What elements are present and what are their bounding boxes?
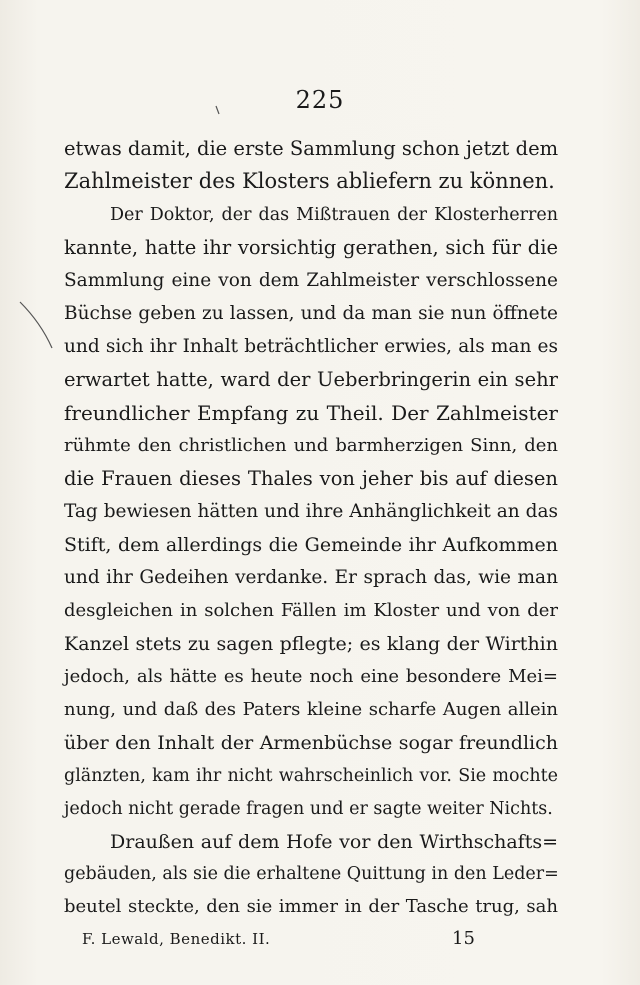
text-line: Kanzel stets zu sagen pflegte; es klang der Wirthin <box>64 633 558 655</box>
text-line: beutel steckte, den sie immer in der Tasche trug, sah <box>64 896 558 917</box>
text-line: und sich ihr Inhalt beträchtlicher erwies, als man es <box>64 336 558 357</box>
text-line: rühmte den christlichen und barmherzigen Sinn, den <box>64 435 558 456</box>
text-line: kannte, hatte ihr vorsichtig gerathen, sich für die <box>64 236 558 259</box>
text-line: Zahlmeister des Klosters abliefern zu können. <box>64 169 555 193</box>
text-line: Stift, dem allerdings die Gemeinde ihr Aufkommen <box>64 534 558 556</box>
text-line: glänzten, kam ihr nicht wahrscheinlich vor. Sie mochte <box>64 766 558 786</box>
text-line: jedoch, als hätte es heute noch eine besondere Mei= <box>64 666 558 687</box>
text-line: desgleichen in solchen Fällen im Kloster und von der <box>64 600 558 621</box>
footer-citation: F. Lewald, Benedikt. II. <box>82 930 271 948</box>
text-line: über den Inhalt der Armenbüchse sogar freundlich <box>64 732 558 754</box>
text-line: jedoch nicht gerade fragen und er sagte weiter Nichts. <box>64 799 553 819</box>
text-line: nung, und daß des Paters kleine scharfe Augen allein <box>64 699 558 720</box>
text-line: etwas damit, die erste Sammlung schon jetzt dem <box>64 137 559 160</box>
text-line: gebäuden, als sie die erhaltene Quittung in den Leder= <box>64 864 559 884</box>
text-line: Draußen auf dem Hofe vor den Wirthschafts= <box>110 831 558 853</box>
signature-number: 15 <box>452 928 475 949</box>
text-line: Tag bewiesen hätten und ihre Anhänglichkeit an das <box>64 501 558 522</box>
text-line: die Frauen dieses Thales von jeher bis auf diesen <box>64 467 558 490</box>
text-line: und ihr Gedeihen verdanke. Er sprach das, wie man <box>64 567 558 588</box>
text-line: freundlicher Empfang zu Theil. Der Zahlmeister <box>64 401 558 425</box>
text-line: Büchse geben zu lassen, und da man sie nun öffnete <box>64 303 558 324</box>
text-line: Sammlung eine von dem Zahlmeister verschlossene <box>64 270 558 291</box>
text-line: erwartet hatte, ward der Ueberbringerin ein sehr <box>64 368 558 391</box>
text-line: Der Doktor, der das Mißtrauen der Klosterherren <box>110 205 558 225</box>
page-number: 225 <box>295 86 345 114</box>
